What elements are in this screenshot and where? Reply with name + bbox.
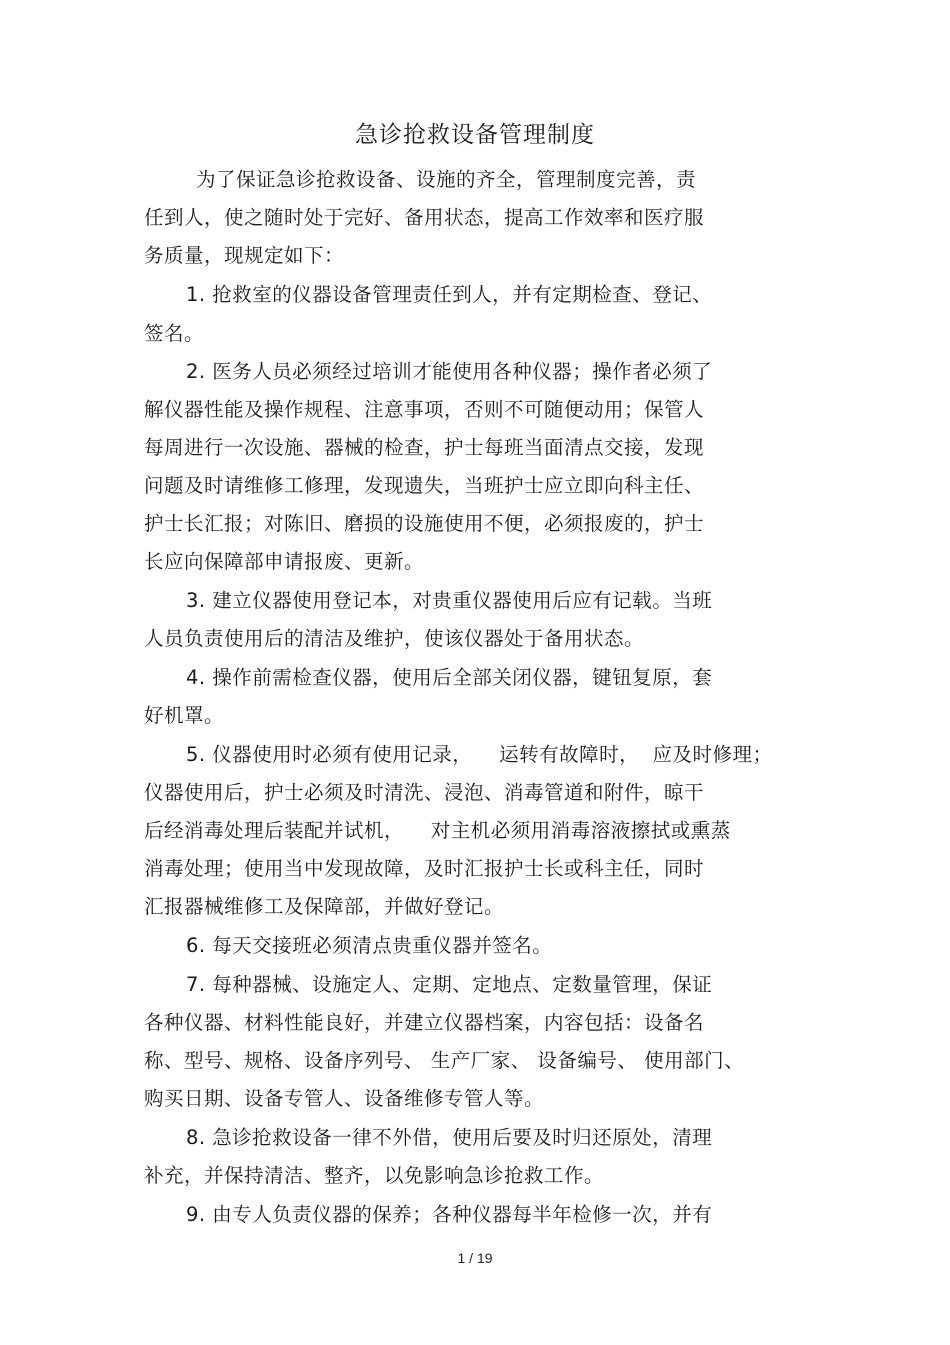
body-line: 每周进行一次设施、器械的检查，护士每班当面清点交接，发现	[144, 436, 705, 459]
body-line: 汇报器械维修工及保障部，并做好登记。	[144, 895, 505, 918]
body-line: 仪器使用后，护士必须及时清洗、浸泡、消毒管道和附件，晾干	[144, 781, 705, 804]
body-line: 长应向保障部申请报废、更新。	[144, 550, 425, 573]
body-line: 补充，并保持清洁、整齐，以免影响急诊抢救工作。	[144, 1164, 605, 1187]
body-line: 9. 由专人负责仪器的保养；各种仪器每半年检修一次，并有	[186, 1203, 713, 1226]
body-line: 消毒处理；使用当中发现故障，及时汇报护士长或科主任，同时	[144, 857, 705, 880]
body-line: 务质量，现规定如下：	[144, 244, 345, 267]
body-line: 称、型号、规格、设备序列号、 生产厂家、 设备编号、 使用部门、	[144, 1049, 745, 1072]
body-line: 为了保证急诊抢救设备、设施的齐全，管理制度完善，责	[196, 168, 697, 191]
body-line: 好机罩。	[144, 704, 225, 727]
body-line: 3. 建立仪器使用登记本，对贵重仪器使用后应有记载。当班	[186, 589, 713, 612]
body-line: 后经消毒处理后装配并试机， 对主机必须用消毒溶液擦拭或熏蒸	[144, 819, 731, 842]
body-line: 8. 急诊抢救设备一律不外借，使用后要及时归还原处，清理	[186, 1126, 713, 1149]
page-number: 1 / 19	[457, 1250, 493, 1266]
body-line: 人员负责使用后的清洁及维护，使该仪器处于备用状态。	[144, 627, 645, 650]
body-line: 问题及时请维修工修理，发现遗失，当班护士应立即向科主任、	[144, 474, 705, 497]
body-line: 2. 医务人员必须经过培训才能使用各种仪器；操作者必须了	[186, 360, 713, 383]
body-line: 6. 每天交接班必须清点贵重仪器并签名。	[186, 934, 553, 957]
document-title: 急诊抢救设备管理制度	[355, 122, 595, 148]
body-line: 签名。	[144, 322, 205, 345]
body-line: 各种仪器、材料性能良好，并建立仪器档案，内容包括：设备名	[144, 1011, 705, 1034]
body-line: 4. 操作前需检查仪器，使用后全部关闭仪器，键钮复原，套	[186, 666, 713, 689]
body-line: 5. 仪器使用时必须有使用记录， 运转有故障时， 应及时修理；	[186, 743, 773, 766]
body-line: 7. 每种器械、设施定人、定期、定地点、定数量管理，保证	[186, 973, 713, 996]
body-line: 解仪器性能及操作规程、注意事项，否则不可随便动用；保管人	[144, 398, 705, 421]
body-line: 购买日期、设备专管人、设备维修专管人等。	[144, 1087, 545, 1110]
body-line: 护士长汇报；对陈旧、磨损的设施使用不便，必须报废的，护士	[144, 512, 705, 535]
body-line: 1. 抢救室的仪器设备管理责任到人，并有定期检查、登记、	[186, 283, 713, 306]
body-line: 任到人，使之随时处于完好、备用状态，提高工作效率和医疗服	[144, 206, 705, 229]
